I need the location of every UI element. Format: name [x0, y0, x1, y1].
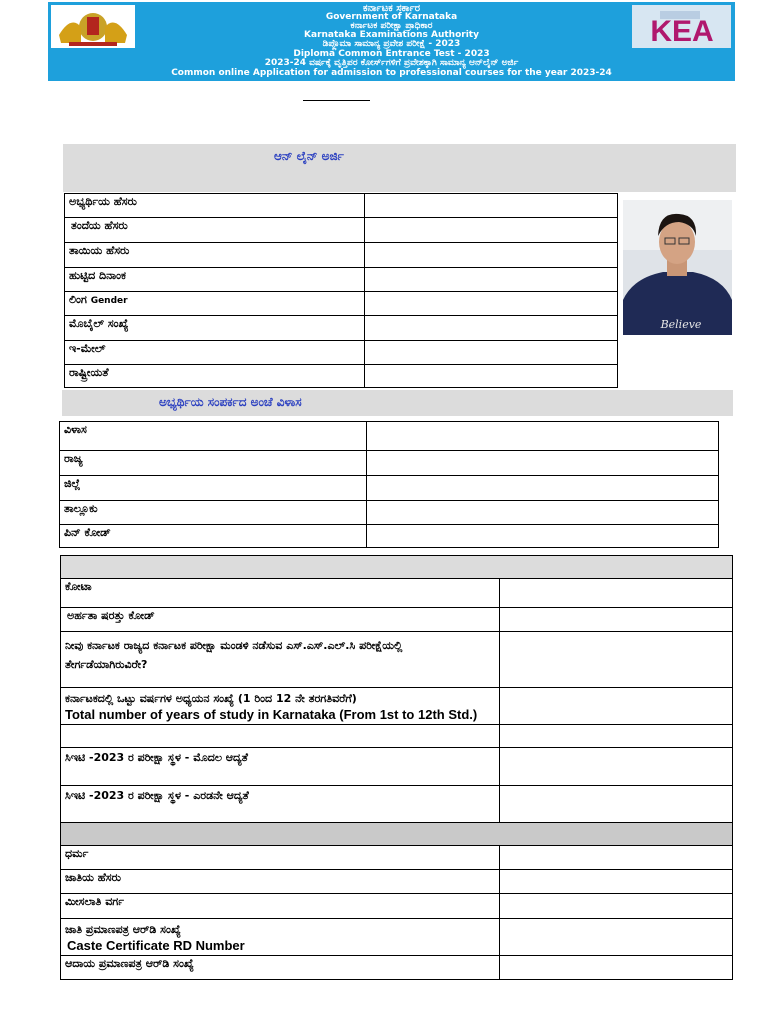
label-religion: ಧರ್ಮ: [60, 845, 500, 870]
value-candidate-name: [364, 193, 618, 218]
value-address: [366, 421, 719, 451]
header-banner: [48, 2, 735, 81]
header-line-govt: Government of Karnataka: [325, 12, 458, 22]
header-line-kannada-kea: ಕರ್ನಾಟಕ ಪರೀಕ್ಷಾ ಪ್ರಾಧಿಕಾರ: [350, 21, 433, 31]
label-exam-centre-1: ಸಿಇಟಿ -2023 ರ ಪರೀಕ್ಷಾ ಸ್ಥಳ - ಮೊದಲ ಆದ್ಯತೆ: [60, 747, 500, 786]
label-caste-rd-kn: ಜಾತಿ ಪ್ರಮಾಣಪತ್ರ ಆರ್‌ಡಿ ಸಂಖ್ಯೆ: [65, 923, 181, 936]
label-caste-rd-en: Caste Certificate RD Number: [67, 938, 245, 953]
label-gender-en: Gender: [90, 296, 128, 306]
label-mother-name: ತಾಯಿಯ ಹೆಸರು: [64, 242, 365, 268]
label-mobile-number: ಮೊಬೈಲ್ ಸಂಖ್ಯೆ: [64, 315, 365, 341]
label-caste-rd-number: [60, 918, 500, 956]
value-years-of-study: [499, 687, 733, 725]
value-exam-centre-2: [499, 785, 733, 823]
label-gender-kn: ಲಿಂಗ: [69, 293, 87, 306]
kea-logo: [632, 5, 731, 48]
value-caste-name: [499, 869, 733, 894]
label-candidate-name: ಅಭ್ಯರ್ಥಿಯ ಹೆಸರು: [64, 193, 365, 218]
value-exam-centre-1: [499, 747, 733, 786]
blank-row-label: [60, 724, 500, 748]
value-mother-name: [364, 242, 618, 268]
label-taluk: ತಾಲ್ಲೂಕು: [59, 500, 367, 525]
label-sslc-line1: ನೀವು ಕರ್ನಾಟಕ ರಾಜ್ಯದ ಕರ್ನಾಟಕ ಪರೀಕ್ಷಾ ಮಂಡಳಿ ನಡೆಸುವ ಎಸ್.ಎಸ್.ಎಲ್.ಸಿ ಪರೀಕ್ಷೆಯಲ್ಲಿ: [65, 639, 403, 652]
header-line-kannada-app: 2023-24 ವರ್ಷಕ್ಕೆ ವೃತ್ತಿಪರ ಕೋರ್ಸ್‌ಗಳಿಗೆ ಪ್ರವೇಶಕ್ಕಾಗಿ ಸಾಮಾನ್ಯ ಆನ್‌ಲೈನ್ ಅರ್ಜಿ: [264, 58, 519, 68]
label-clause-code: ಅರ್ಹತಾ ಷರತ್ತು ಕೋಡ್: [60, 607, 500, 632]
label-sslc-line2: ತೇರ್ಗಡೆಯಾಗಿರುವಿರೇ?: [65, 658, 148, 671]
label-quota: ಕೋಟಾ: [60, 578, 500, 608]
label-pin-code: ಪಿನ್ ಕೋಡ್: [59, 524, 367, 548]
value-state: [366, 450, 719, 476]
value-father-name: [364, 217, 618, 243]
candidate-photo: [623, 200, 732, 335]
value-sslc-passed: [499, 631, 733, 688]
label-sslc-passed: [60, 631, 500, 688]
blank-row-value: [499, 724, 733, 748]
label-email: ಇ-ಮೇಲ್: [64, 340, 365, 365]
label-date-of-birth: ಹುಟ್ಟಿದ ದಿನಾಂಕ: [64, 267, 365, 292]
value-quota: [499, 578, 733, 608]
label-income-rd-number: ಆದಾಯ ಪ್ರಮಾಣಪತ್ರ ಆರ್‌ಡಿ ಸಂಖ್ಯೆ: [60, 955, 500, 980]
value-date-of-birth: [364, 267, 618, 292]
header-line-kannada-govt: ಕರ್ನಾಟಕ ಸರ್ಕಾರ: [362, 3, 421, 14]
label-father-name: ತಂದೆಯ ಹೆಸರು: [64, 217, 365, 243]
value-reservation-category: [499, 893, 733, 919]
form-title: ಆನ್ ಲೈನ್ ಅರ್ಜಿ: [274, 149, 344, 163]
label-years-en: Total number of years of study in Karnataka (From 1st to 12th Std.): [65, 707, 478, 722]
form-title-bar: [63, 144, 736, 192]
label-state: ರಾಜ್ಯ: [59, 450, 367, 476]
value-caste-rd-number: [499, 918, 733, 956]
header-line-app: Common online Application for admission to professional courses for the year 2023-24: [171, 68, 612, 78]
value-nationality: [364, 364, 618, 388]
address-section-title: ಅಭ್ಯರ್ಥಿಯ ಸಂಪರ್ಕದ ಅಂಚೆ ವಿಳಾಸ: [159, 395, 302, 409]
value-religion: [499, 845, 733, 870]
kea-logo-text: KEA: [650, 15, 714, 48]
header-line-kea: Karnataka Examinations Authority: [304, 30, 479, 40]
value-mobile-number: [364, 315, 618, 341]
label-caste-name: ಜಾತಿಯ ಹೆಸರು: [60, 869, 500, 894]
value-taluk: [366, 500, 719, 525]
value-gender: [364, 291, 618, 316]
label-gender: [64, 291, 365, 316]
label-district: ಜಿಲ್ಲೆ: [59, 475, 367, 501]
value-email: [364, 340, 618, 365]
label-nationality: ರಾಷ್ಟ್ರೀಯತೆ: [64, 364, 365, 388]
caste-header-bar: [60, 822, 733, 846]
label-exam-centre-2: ಸಿಇಟಿ -2023 ರ ಪರೀಕ್ಷಾ ಸ್ಥಳ - ಎರಡನೇ ಆದ್ಯತೆ: [60, 785, 500, 823]
label-reservation-category: ಮೀಸಲಾತಿ ವರ್ಗ: [60, 893, 500, 919]
label-address: ವಿಳಾಸ: [59, 421, 367, 451]
value-pin-code: [366, 524, 719, 548]
header-line-kannada-dcet: ಡಿಪ್ಲೊಮಾ ಸಾಮಾನ್ಯ ಪ್ರವೇಶ ಪರೀಕ್ಷೆ - 2023: [322, 39, 461, 49]
eligibility-header-bar: [60, 555, 733, 579]
divider: [303, 100, 370, 101]
label-years-kn: ಕರ್ನಾಟಕದಲ್ಲಿ ಒಟ್ಟು ವರ್ಷಗಳ ಅಧ್ಯಯನ ಸಂಖ್ಯೆ (1 ರಿಂದ 12 ನೇ ತರಗತಿವರೆಗೆ): [65, 692, 357, 705]
header-line-dcet: Diploma Common Entrance Test - 2023: [293, 49, 490, 59]
label-years-of-study: [60, 687, 500, 725]
value-district: [366, 475, 719, 501]
value-clause-code: [499, 607, 733, 632]
photo-shirt-text: Believe: [660, 318, 702, 331]
value-income-rd-number: [499, 955, 733, 980]
